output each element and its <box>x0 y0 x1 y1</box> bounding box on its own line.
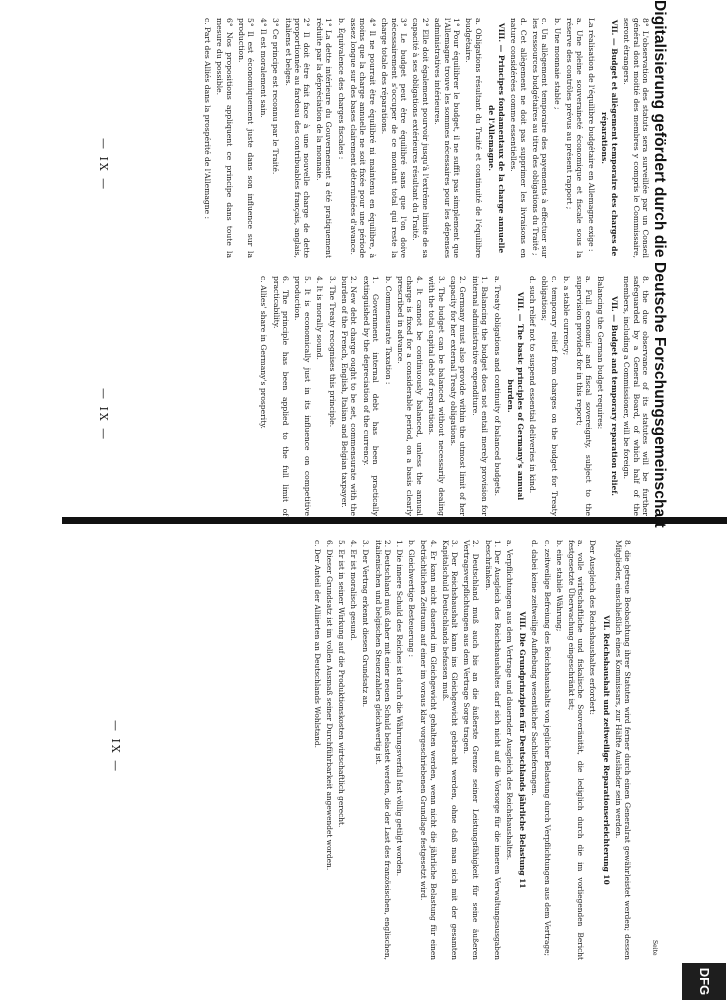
en-intro-7: Balancing the German budget requires: <box>596 276 606 430</box>
en-8a-1: 1. Balancing the budget does not entail merely provision for internal administrative expenditure. <box>470 276 490 516</box>
en-8b-5: 5. It is economically just in its influence on competitive production. <box>293 276 312 516</box>
en-7b: b. a stable currency; <box>562 276 572 356</box>
en-7d: d. such relief not to suspend essential deliveries in kind. <box>527 276 537 494</box>
de-8b-3: 3. Der Vertrag erkennt diesen Grundsatz an. <box>361 540 371 708</box>
page-divider <box>62 517 727 524</box>
fr-8a: a. Obligations résultant du Traité et continuité de l'équilibre budgétaire. <box>464 18 483 258</box>
fr-8b-1: 1° La dette intérieure du Gouvernement a été pratiquement réduite par la dépréciation de la monnaie. <box>314 18 334 258</box>
en-8a-2: 2. Germany must also provide within the utmost limit of her capacity for her external Treaty obligations. <box>449 276 468 516</box>
de-7c: c. zeitweilige Befreiung des Reichshaushalts von jeglicher Belastung durch Verpflichtungen aus dem Vertrage; <box>542 540 552 956</box>
de-7a: a. volle wirtschaftliche und fiskalische Souveränität, die lediglich durch die im vorliegenden Bericht festgesetzte Überwachung eingeschränkt ist; <box>566 540 586 960</box>
fr-7d: d. Cet allègement ne doit pas supprimer les livraisons en nature considérées comme essentielles. <box>509 18 528 258</box>
en-heading-7: VII. — Budget and temporary reparation relief. <box>609 296 619 496</box>
top-page-folio-english: — IX — <box>97 388 110 442</box>
fr-8a-3: 3° Le budget peut être équilibré sans que l'on doive nécessairement s'occuper de ce montant total qui reste la charge totale des réparations. <box>380 18 409 258</box>
fr-8a-4: 4° Il ne pourrait être équilibré ni maintenu en équilibre, à moins que la charge annuelle ne soit fixée pour une période assez longue sur des bases clairement déterminées d'avance. <box>349 18 377 258</box>
fr-7c: c. Un allègement temporaire des payements à effectuer sur les ressources budgétaires au titre des obligations du Traité ; <box>530 18 550 258</box>
fr-7a: a. Une pleine souveraineté économique et fiscale sous la réserve des contrôles prévus au présent rapport ; <box>565 18 584 258</box>
de-heading-8-text: VIII. Die Grundprinzipien für Deutschlands jährliche Belastung <box>518 611 528 876</box>
en-8c: c. Allies' share in Germany's prosperity. <box>259 276 269 429</box>
en-8a-3: 3. The budget can be balanced without necessarily dealing with the total capital debt of reparations. <box>427 276 446 516</box>
english-column <box>256 276 650 516</box>
de-8a-2: 2. Deutschland muß auch bis an die äußerste Grenze seiner Leistungsfähigkeit für seine äußeren Vertragsverpflichtungen aus dem Vertrage Sorge tragen. <box>462 540 481 960</box>
de-8b-6: 6. Dieser Grundsatz ist im vollen Ausmaß seiner Durchführbarkeit angewendet worden. <box>324 540 334 871</box>
fr-heading-8: VIII. — Principes fondamentaux de la charge annuelle de l'Allemagne. <box>487 22 506 254</box>
de-8a-1: 1. Der Ausgleich des Reichshaushaltes darf sich nicht auf die Vorsorge für die inneren Verwaltungsausgaben beschränken. <box>483 540 502 960</box>
top-page-folio-french: — IX — <box>97 138 110 192</box>
en-7a: a. Full economic and fiscal sovereignty, subject to the supervision provided for in this report; <box>574 276 593 516</box>
bottom-page-folio: — IX — <box>109 720 122 774</box>
de-7b: b. eine stabile Währung; <box>554 540 564 632</box>
de-8b-2: 2. Deutschland muß daher mit einer neuen Schuld belastet werden, die der Last des französischen, englischen, italienischen und belgischen Steuerzahlers gleichwertig ist. <box>373 540 392 960</box>
en-8b-4: 4. It is morally sound. <box>315 276 325 360</box>
en-8b-3: 3. The Treaty recognises this principle. <box>327 276 337 428</box>
dfg-logo-text: DFG <box>697 967 712 996</box>
de-heading-7-page: 10 <box>601 874 611 885</box>
fr-8c: c. Part des Alliés dans la prospérité de l'Allemagne : <box>202 18 212 220</box>
de-8b: b. Gleichwertige Besteuerung : <box>407 540 417 658</box>
en-8b-1: 1. Government internal debt has been practically extinguished by the depreciation of the currency. <box>361 276 381 516</box>
bottom-page <box>72 540 632 980</box>
de-heading-7-text: VII. Reichshaushalt und zeitweilige Reparationserleichterung <box>601 615 611 872</box>
de-7d: d. dabei keine zeitweilige Aufhebung wesentlicher Sachlieferungen. <box>530 540 540 796</box>
fr-8b-3: 3° Ce principe est reconnu par le Traité. <box>271 18 281 175</box>
de-8a-4: 4. Er kann nicht dauernd im Gleichgewicht gehalten werden, wenn nicht die jährliche Belastung für einen beträchtlichen Zeitraum auf einer im voraus klar vorgeschriebenen Grundlage festgesetzt wird. <box>419 540 438 960</box>
fr-8b-2: 2° Il doit être fait face à une nouvelle charge de dette proportionnée au fardeau des contribuables français, anglais, italiens et belges. <box>283 18 312 258</box>
en-item-8: 8. the due observance of its statutes will be further safeguarded by a General Board, of which half of the members, including a Commissioner, will be foreign. <box>622 276 650 516</box>
dfg-logo <box>682 963 726 1000</box>
fr-8a-2: 2° Elle doit également pourvoir jusqu'à l'extrême limite de sa capacité à ses obligations extérieures résultant du Traité. <box>411 18 430 258</box>
fr-7b: b. Une monnaie stable ; <box>552 18 562 110</box>
de-intro-7: Der Ausgleich des Reichshaushaltes erfordert: <box>588 540 598 715</box>
de-8a-3: 3. Der Reichshaushalt kann ins Gleichgewicht gebracht werden, ohne daß man sich mit der gesamten Kapitalschuld Deutschlands befassen muß. <box>440 540 459 960</box>
de-8b-4: 4. Er ist moralisch gesund. <box>349 540 359 641</box>
de-8a: a. Verpflichtungen aus dem Vertrage und dauernder Ausgleich des Reichshaushaltes. <box>504 540 514 861</box>
en-8b: b. Commensurate Taxation : <box>383 276 393 385</box>
de-heading-8-page: 11 <box>518 878 528 889</box>
fr-8b: b. Équivalence des charges fiscales : <box>336 18 346 160</box>
en-8b-6: 6. The principle has been applied to the full limit of practicability. <box>271 276 290 516</box>
de-item-8: 8. die getreue Beobachtung ihrer Statuten wird ferner durch einen Generalrat gewährleistet werden; dessen Mitglieder, einschließlich eines Kommissars, zur Hälfte Ausländer sein werden. <box>613 540 632 960</box>
fr-8a-1: 1° Pour équilibrer le budget, il ne suffit pas simplement que l'Allemagne trouve les sommes nécessaires pour les dépenses administratives intérieures. <box>433 18 462 258</box>
fr-intro-7: La réalisation de l'équilibre budgétaire en Allemagne exige : <box>586 18 596 252</box>
fr-8b-5: 5° Il est économiquement juste dans son influence sur la production. <box>236 18 256 258</box>
de-8b-1: 1. Die innere Schuld des Reiches ist durch die Währungsverfall fast völlig getilgt worden. <box>394 540 404 877</box>
fr-8b-6: 6° Nos propositions appliquent ce principe dans toute la mesure du possible. <box>215 18 234 258</box>
seite-label: Seite <box>651 940 658 956</box>
footer-text: Digitalisierung gefördert durch die Deutsche Forschungsgemeinschaft <box>651 0 668 528</box>
fr-8b-4: 4° Il est moralement sain. <box>258 18 268 118</box>
top-page <box>90 18 650 518</box>
fr-heading-7: VII. — Budget et allègement temporaire des charges de réparations. <box>600 19 619 257</box>
en-8a: a. Treaty obligations and continuity of balanced budgets. <box>492 276 502 496</box>
fr-item-8: 8° L'observation des statuts sera surveillée par un Conseil général dont moitié des membres y compris le Commissaire, seront étrangers. <box>622 18 650 258</box>
de-8b-5: 5. Er ist in seiner Wirkung auf die Produktionskosten wirtschaftlich gerecht. <box>336 540 346 828</box>
german-column <box>309 540 632 960</box>
de-heading-7 <box>601 540 610 960</box>
de-8c: c. Der Anteil der Alliierten an Deutschlands Wohlstand. <box>312 540 322 748</box>
en-7c: c. temporary relief from charges on the budget for Treaty obligations; <box>540 276 559 516</box>
de-heading-8 <box>518 540 527 960</box>
en-8a-4: 4. It cannot be continuously balanced, unless the annual charge is fixed for a considerable period, on a basis clearly prescribed in advance. <box>396 276 424 516</box>
french-column <box>199 18 650 258</box>
en-heading-8: VIII. — The basic principles of Germany's annual burden. <box>506 291 525 501</box>
en-8b-2: 2. New debt charge ought to be set, commensurate with the burden of the French, English, Italian and Belgian taxpayer. <box>340 276 359 516</box>
